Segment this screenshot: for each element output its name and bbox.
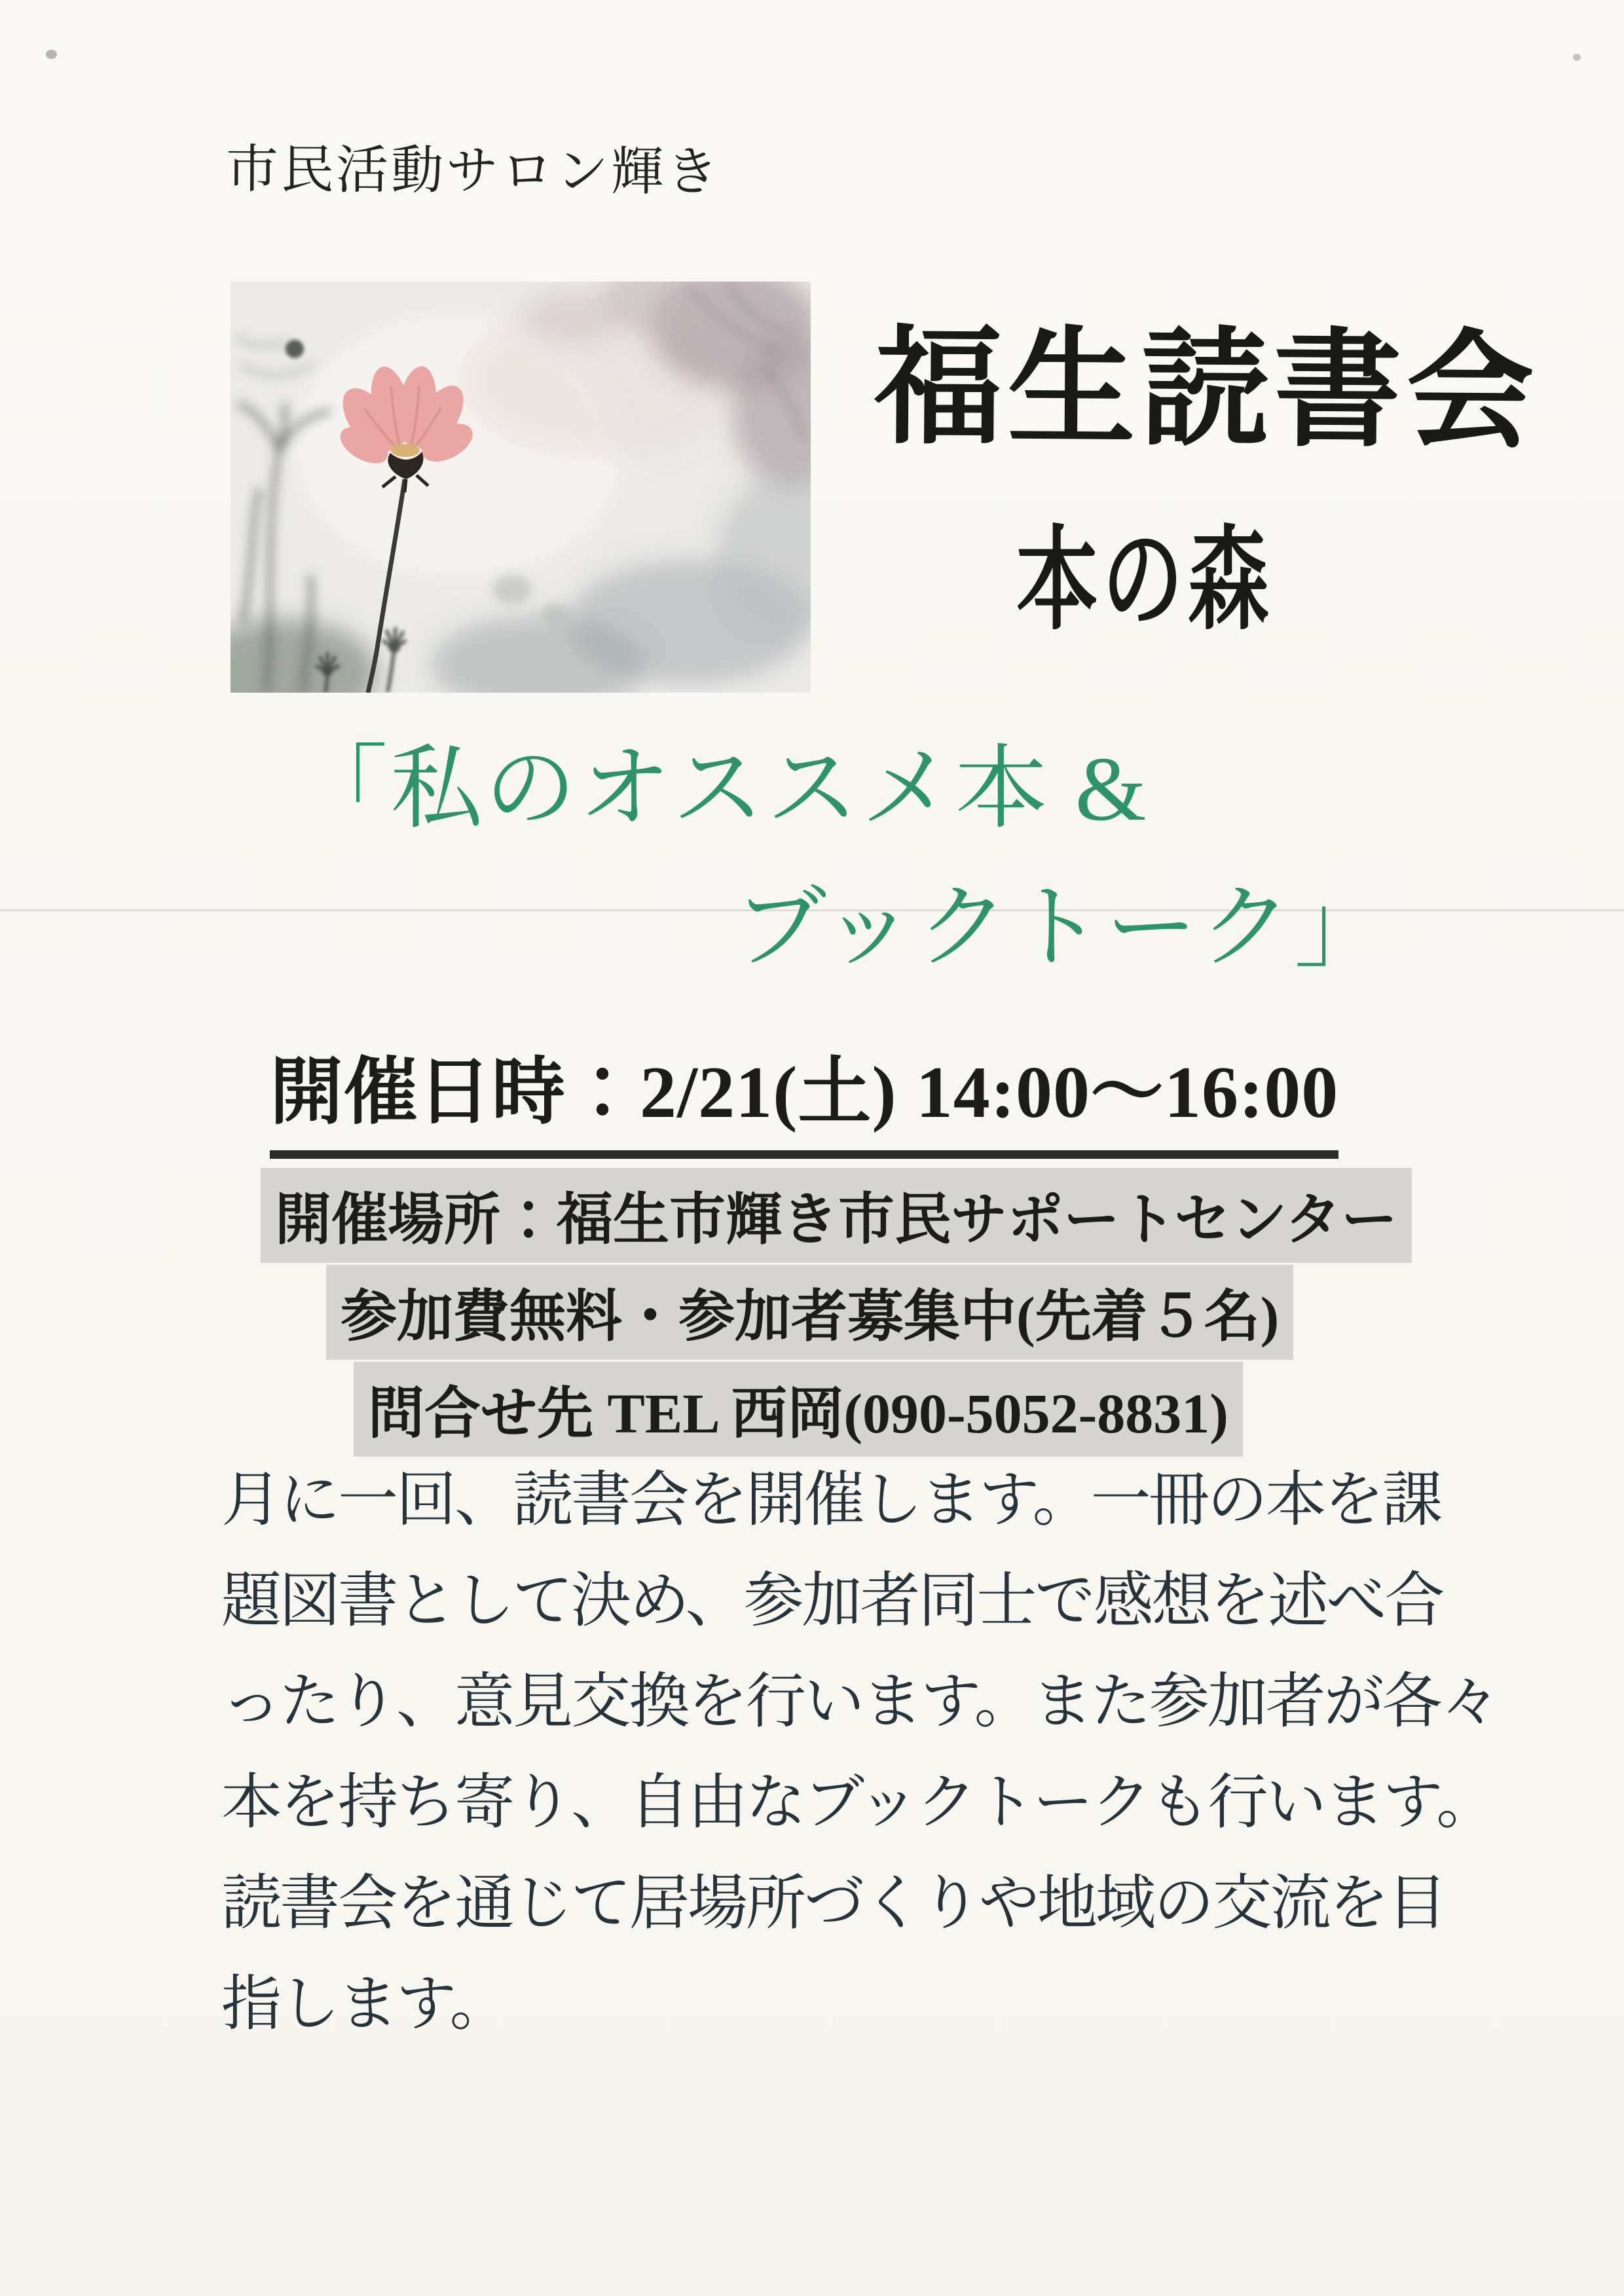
description-line: 指します。 [221,1971,508,2037]
scan-speck-icon [1573,54,1581,61]
description-line: 月に一回、読書会を開催します。一冊の本を課 [221,1467,1441,1533]
description-line: 題図書として決め、参加者同士で感想を述べ合 [221,1567,1443,1634]
catchphrase-line1: 「私のオススメ本 & [296,738,1149,840]
description-line: 本を持ち寄り、自由なブックトークも行います。 [221,1769,1495,1836]
organization-label: 市民活動サロン輝き [225,141,722,202]
scan-speck-icon [46,50,57,59]
recruitment-line: 参加費無料・参加者募集中(先着５名) [326,1265,1293,1360]
schedule-line: 開催日時：2/21(土) 14:00～16:00 [270,1033,1338,1159]
description-paragraph [221,1449,1499,2054]
event-title: 福生読書会 [874,318,1540,464]
venue-line: 開催場所：福生市輝き市民サポートセンター [261,1168,1412,1263]
cosmos-flower-illustration [231,282,811,693]
description-line: ったり、意見交換を行います。また参加者が各々 [221,1668,1499,1735]
event-subtitle: 本の森 [1016,519,1274,644]
contact-line: 問合せ先 TEL 西岡(090-5052-8831) [354,1362,1243,1457]
catchphrase-line2: ブックトーク」 [735,877,1389,979]
cosmos-flower-photo [231,282,811,693]
description-line: 読書会を通じて居場所づくりや地域の交流を目 [221,1870,1446,1937]
